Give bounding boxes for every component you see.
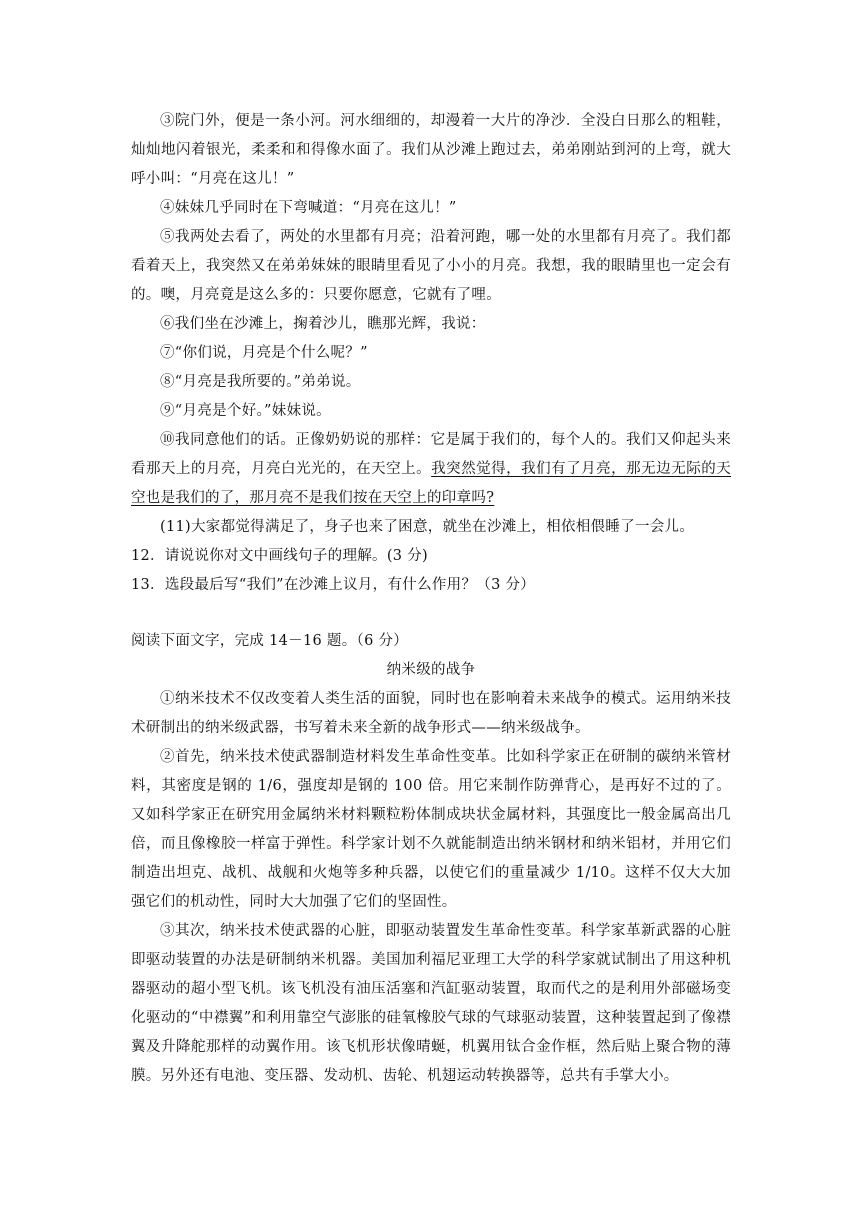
paragraph-11: (11)大家都觉得满足了，身子也来了困意，就坐在沙滩上，相依相偎睡了一会儿。 bbox=[160, 519, 695, 535]
paragraph-3: ③院门外，便是一条小河。河水细细的，却漫着一大片的净沙．全没白日那么的粗鞋，灿灿地闪着银光，柔柔和和得像水面了。我们从沙滩上跑过去，弟弟刚站到河的上弯，就大呼小叫：“月亮在这儿！” bbox=[131, 113, 731, 187]
article-title: 纳米级的战争 bbox=[386, 662, 476, 678]
paragraph-8: ⑧“月亮是我所要的。”弟弟说。 bbox=[160, 374, 361, 390]
paragraph-5: ⑤我两处去看了，两处的水里都有月亮；沿着河跑，哪一处的水里都有月亮了。我们都看着天上，我突然又在弟弟妹妹的眼睛里看见了小小的月亮。我想，我的眼睛里也一定会有的。噢，月亮竟是这么多的：只要你愿意，它就有了哩。 bbox=[131, 229, 731, 303]
underlined-sentence: 我突然觉得，我们有了月亮，那无边无际的天空也是我们的了，那月亮不是我们按在天空上的印章吗? bbox=[131, 461, 732, 506]
paragraph-4: ④妹妹几乎同时在下弯喊道：“月亮在这儿！” bbox=[160, 200, 457, 216]
paragraph-9: ⑨“月亮是个好。”妹妹说。 bbox=[160, 403, 331, 419]
article-paragraph-3: ③其次，纳米技术使武器的心脏，即驱动装置发生革命性变革。科学家革新武器的心脏即驱动装置的办法是研制纳米机器。美国加利福尼亚理工大学的科学家就试制出了用这种机器驱动的超小型飞机。该飞机没有油压活塞和汽缸驱动装置，取而代之的是利用外部磁场变化驱动的“中襟翼”和利用靠空气澎胀的硅氧橡胶气球的气球驱动装置，这种装置起到了像襟翼及升降舵那样的动翼作用。该飞机形状像晴蜒，机翼用钛合金作框，然后贴上聚合物的薄膜。另外还有电池、变压器、发动机、齿轮、机翅运动转换器等，总共有手掌大小。 bbox=[131, 923, 731, 1084]
passage-one bbox=[131, 107, 731, 600]
article-paragraph-2: ②首先，纳米技术使武器制造材料发生革命性变革。比如科学家正在研制的碳纳米管材料，其密度是钢的 1/6，强度却是钢的 100 倍。用它来制作防弹背心，是再好不过的了。又如科学家正在研究用金属纳米材料颗粒粉体制成块状金属材料，其强度比一般金属高出几倍，而且像橡胶一样富于弹性。科学家计划不久就能制造出纳米钢材和纳米铝材，并用它们制造出坦克、战机、战舰和火炮等多种兵器，以使它们的重量减少 1/10。这样不仅大大加强它们的机动性，同时大大加强了它们的坚固性。 bbox=[131, 749, 731, 910]
reading-instructions: 阅读下面文字，完成 14－16 题。（6 分） bbox=[131, 633, 409, 649]
article-paragraph-1: ①纳米技术不仅改变着人类生活的面貌，同时也在影响着未来战争的模式。运用纳米技术研制出的纳米级武器，书写着未来全新的战争形式——纳米级战争。 bbox=[131, 691, 731, 736]
question-12: 12．请说说你对文中画线句子的理解。(3 分) bbox=[131, 548, 428, 564]
passage-two bbox=[131, 627, 731, 1091]
paragraph-6: ⑥我们坐在沙滩上，掬着沙儿，瞧那光辉，我说： bbox=[160, 316, 486, 332]
question-13: 13．选段最后写“我们”在沙滩上议月，有什么作用？（3 分） bbox=[131, 577, 536, 593]
paragraph-10 bbox=[131, 426, 731, 513]
paragraph-7: ⑦“你们说，月亮是个什么呢？” bbox=[160, 345, 368, 361]
paragraph-10-text: ⑩我同意他们的话。正像奶奶说的那样：它是属于我们的，每个人的。我们又仰起头来看那天上的月亮，月亮白光光的，在天空上。 bbox=[131, 432, 731, 477]
